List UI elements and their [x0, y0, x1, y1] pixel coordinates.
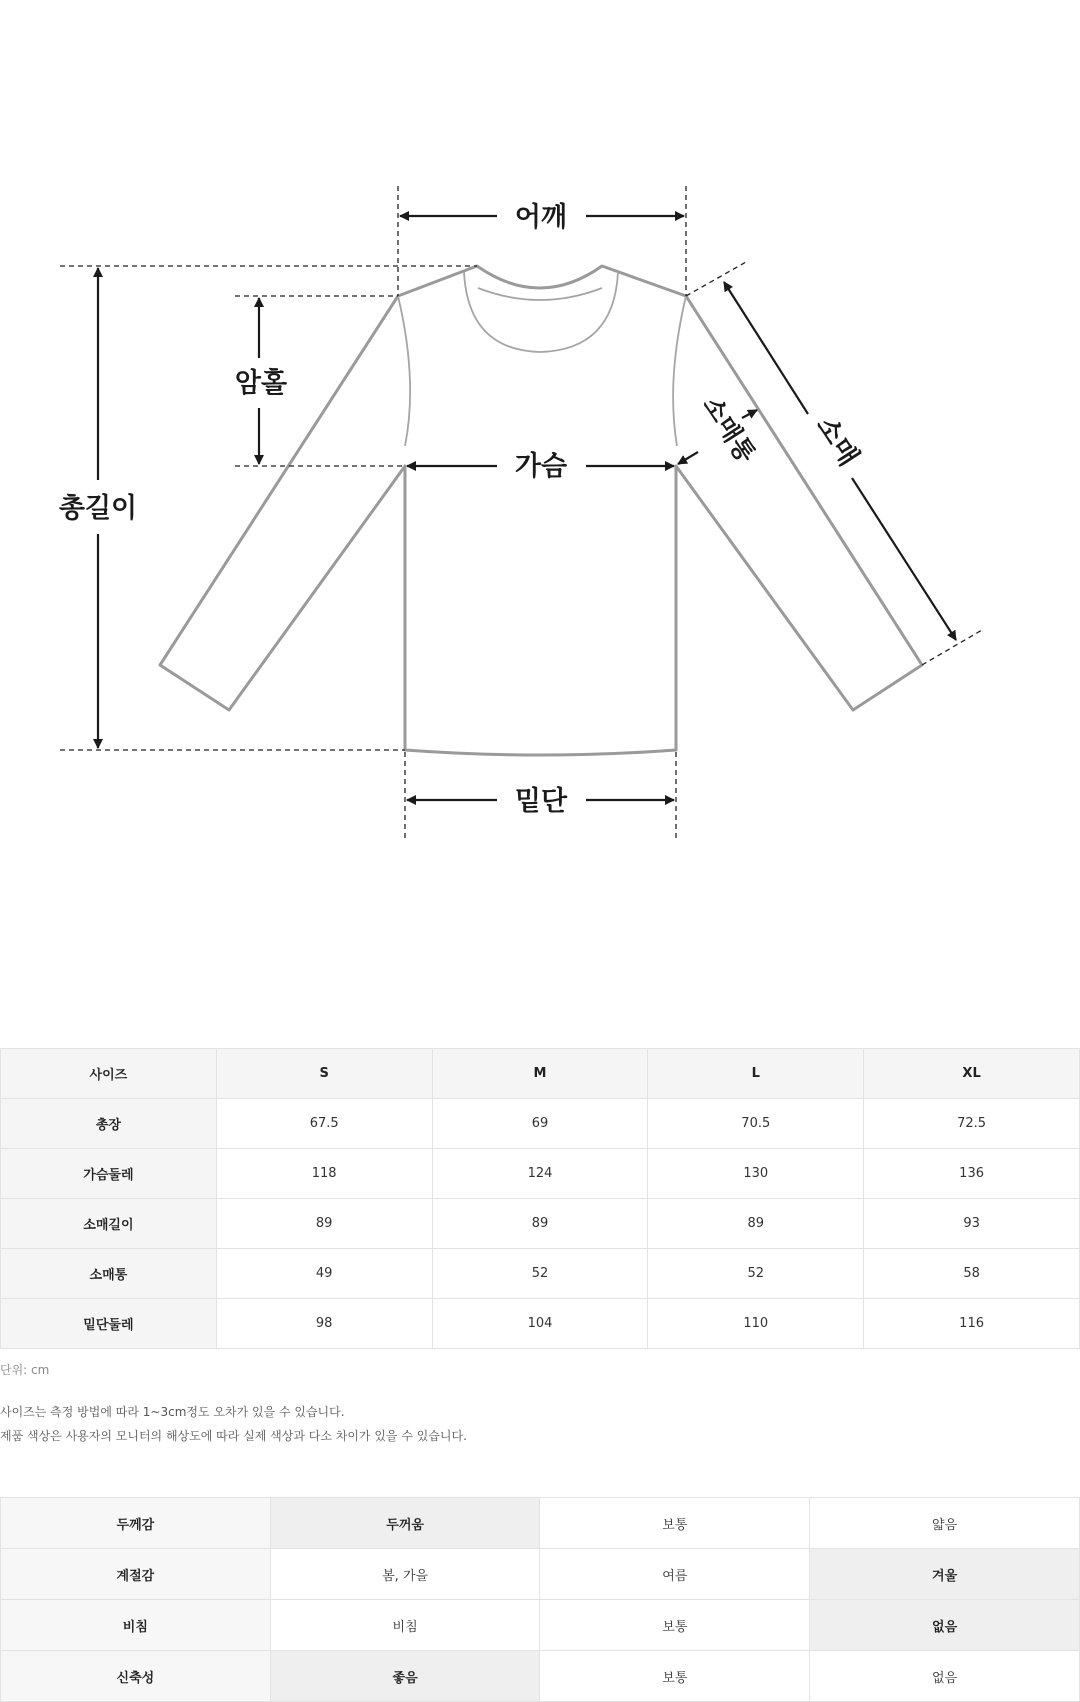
- size-header-cell: L: [648, 1049, 864, 1099]
- color-difference-note: 제품 색상은 사용자의 모니터의 해상도에 따라 실제 색상과 다소 차이가 있을 수 있습니다.: [0, 1429, 467, 1443]
- size-header-cell: 사이즈: [1, 1049, 217, 1099]
- label-sleeve: 소매: [809, 411, 865, 472]
- option-cell: 비침: [270, 1600, 540, 1651]
- label-chest: 가슴: [514, 451, 568, 482]
- table-cell: 58: [864, 1249, 1080, 1299]
- size-header-cell: S: [216, 1049, 432, 1099]
- label-armhole: 암홀: [234, 368, 288, 399]
- fabric-feel-table: [0, 1497, 1080, 1702]
- table-cell: 130: [648, 1149, 864, 1199]
- row-label: 총장: [1, 1099, 217, 1149]
- option-cell: 보통: [540, 1498, 810, 1549]
- guide-lines: [60, 186, 982, 838]
- option-cell: 여름: [540, 1549, 810, 1600]
- option-cell: 없음: [810, 1651, 1080, 1702]
- table-cell: 52: [432, 1249, 648, 1299]
- table-cell: 89: [432, 1199, 648, 1249]
- row-label: 소매통: [1, 1249, 217, 1299]
- table-row: [1, 1549, 1080, 1600]
- row-label: 비침: [1, 1600, 271, 1651]
- table-cell: 93: [864, 1199, 1080, 1249]
- size-table: [0, 1048, 1080, 1349]
- label-shoulder: 어깨: [514, 202, 568, 233]
- table-cell: 104: [432, 1299, 648, 1349]
- table-row: [1, 1600, 1080, 1651]
- unit-note: 단위: cm: [0, 1363, 50, 1377]
- table-cell: 89: [648, 1199, 864, 1249]
- option-cell-selected: 없음: [810, 1600, 1080, 1651]
- row-label: 소매길이: [1, 1199, 217, 1249]
- table-cell: 124: [432, 1149, 648, 1199]
- table-row: [1, 1099, 1080, 1149]
- table-cell: 98: [216, 1299, 432, 1349]
- label-hem: 밑단: [514, 786, 568, 817]
- table-cell: 52: [648, 1249, 864, 1299]
- table-cell: 49: [216, 1249, 432, 1299]
- table-cell: 69: [432, 1099, 648, 1149]
- size-table-header-row: [1, 1049, 1080, 1099]
- option-cell-selected: 좋음: [270, 1651, 540, 1702]
- table-row: [1, 1199, 1080, 1249]
- row-label: 밑단둘레: [1, 1299, 217, 1349]
- option-cell-selected: 겨울: [810, 1549, 1080, 1600]
- table-cell: 72.5: [864, 1099, 1080, 1149]
- option-cell: 보통: [540, 1600, 810, 1651]
- option-cell: 보통: [540, 1651, 810, 1702]
- size-header-cell: M: [432, 1049, 648, 1099]
- table-cell: 116: [864, 1299, 1080, 1349]
- table-row: [1, 1651, 1080, 1702]
- measure-arrows: [98, 216, 956, 800]
- table-row: [1, 1299, 1080, 1349]
- row-label: 신축성: [1, 1651, 271, 1702]
- label-total-length: 총길이: [58, 493, 138, 524]
- table-row: [1, 1149, 1080, 1199]
- table-cell: 110: [648, 1299, 864, 1349]
- option-cell: 얇음: [810, 1498, 1080, 1549]
- tshirt-outline: [160, 266, 922, 755]
- table-cell: 89: [216, 1199, 432, 1249]
- size-header-cell: XL: [864, 1049, 1080, 1099]
- option-cell-selected: 두꺼움: [270, 1498, 540, 1549]
- tshirt-details: [398, 272, 686, 446]
- label-sleeve-width: 소매통: [697, 391, 762, 468]
- row-label: 두께감: [1, 1498, 271, 1549]
- table-cell: 67.5: [216, 1099, 432, 1149]
- row-label: 가슴둘레: [1, 1149, 217, 1199]
- table-row: [1, 1498, 1080, 1549]
- table-cell: 118: [216, 1149, 432, 1199]
- table-cell: 136: [864, 1149, 1080, 1199]
- measurement-error-note: 사이즈는 측정 방법에 따라 1~3cm정도 오차가 있을 수 있습니다.: [0, 1405, 345, 1419]
- table-row: [1, 1249, 1080, 1299]
- table-cell: 70.5: [648, 1099, 864, 1149]
- row-label: 계절감: [1, 1549, 271, 1600]
- option-cell: 봄, 가을: [270, 1549, 540, 1600]
